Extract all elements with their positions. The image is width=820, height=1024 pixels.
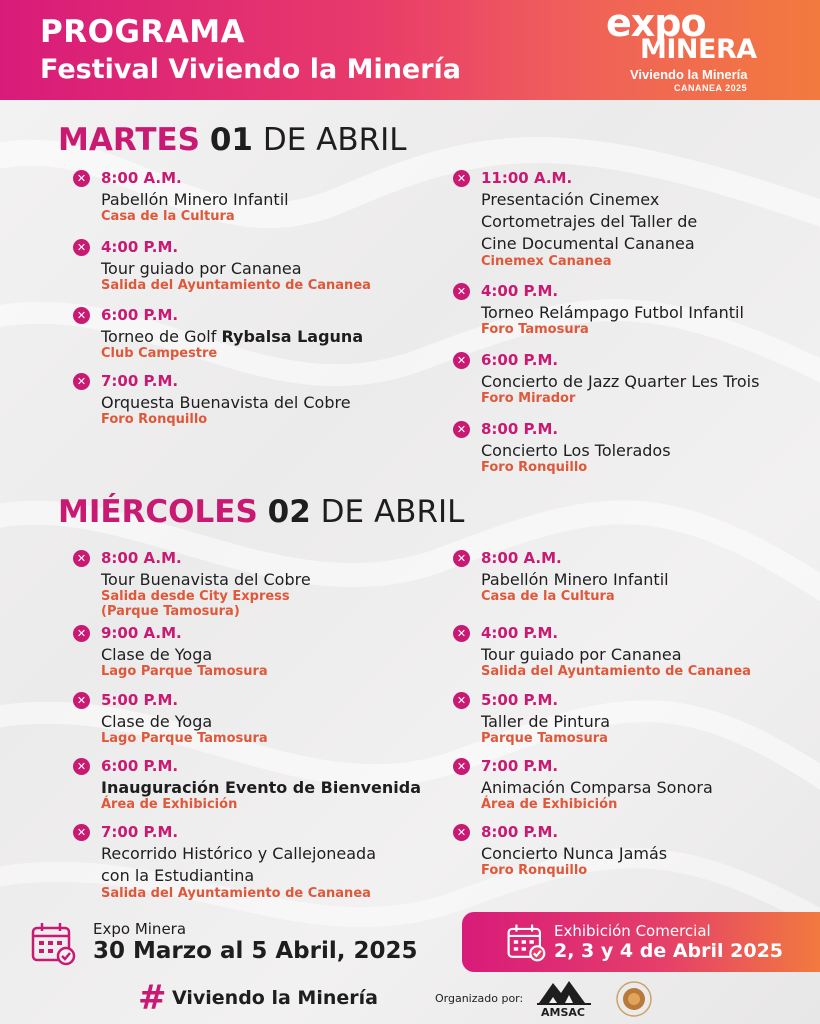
event-name-line: Cortometrajes del Taller de (481, 212, 698, 231)
event-time: 7:00 P.M. (481, 757, 559, 775)
event-time: 7:00 P.M. (101, 372, 179, 390)
day-name: MIÉRCOLES (58, 494, 258, 530)
event-time: 7:00 P.M. (101, 823, 179, 841)
event-name: Concierto Los Tolerados (481, 441, 671, 460)
event-name: Clase de Yoga (101, 645, 213, 664)
x-circle-icon: ✕ (453, 824, 470, 841)
day-heading-martes (58, 122, 407, 158)
event-item (73, 306, 413, 366)
event-item (73, 691, 413, 751)
page-title: PROGRAMA (40, 14, 246, 50)
event-place: Foro Ronquillo (481, 460, 588, 475)
event-item (73, 757, 421, 817)
event-time: 4:00 P.M. (481, 282, 559, 300)
amsac-logo (537, 975, 593, 1021)
event-name-plain: Torneo de Golf (101, 327, 222, 346)
event-place-line: Salida desde City Express (101, 589, 290, 604)
calendar-check-icon (506, 922, 546, 962)
event-place: Lago Parque Tamosura (101, 664, 268, 679)
event-place: Cinemex Cananea (481, 254, 612, 269)
event-item (453, 351, 793, 411)
event-item (453, 624, 793, 684)
event-name-line: Presentación Cinemex (481, 190, 660, 209)
event-time: 5:00 P.M. (481, 691, 559, 709)
event-place: Salida del Ayuntamiento de Cananea (101, 278, 371, 293)
event-name: Torneo Relámpago Futbol Infantil (481, 303, 744, 322)
event-time: 8:00 P.M. (481, 420, 559, 438)
event-place: Foro Ronquillo (481, 863, 588, 878)
mountain-icon (537, 975, 593, 1007)
event-place (101, 589, 421, 619)
exhibition-dates: 2, 3 y 4 de Abril 2025 (554, 940, 784, 962)
event-item (73, 238, 413, 298)
event-item (453, 282, 793, 342)
day-number: 02 (267, 494, 311, 530)
event-name: Tour guiado por Cananea (481, 645, 682, 664)
x-circle-icon: ✕ (73, 692, 90, 709)
day-number: 01 (209, 122, 253, 158)
event-name (101, 843, 421, 887)
event-item (453, 169, 793, 269)
event-place: Foro Ronquillo (101, 412, 208, 427)
event-name: Concierto Nunca Jamás (481, 844, 668, 863)
event-name (101, 326, 421, 348)
hashtag-icon: # (138, 978, 167, 1018)
x-circle-icon: ✕ (453, 758, 470, 775)
event-time: 8:00 P.M. (481, 823, 559, 841)
event-item (73, 549, 413, 619)
event-place: Área de Exhibición (481, 797, 618, 812)
event-time: 6:00 P.M. (101, 306, 179, 324)
x-circle-icon: ✕ (453, 170, 470, 187)
x-circle-icon: ✕ (73, 307, 90, 324)
event-item (73, 169, 413, 229)
event-time: 11:00 A.M. (481, 169, 573, 187)
event-name: Tour guiado por Cananea (101, 259, 302, 278)
event-place: Parque Tamosura (481, 731, 608, 746)
exhibition-label: Exhibición Comercial (554, 922, 711, 940)
x-circle-icon: ✕ (453, 352, 470, 369)
event-time: 5:00 P.M. (101, 691, 179, 709)
organized-by-label: Organizado por: (435, 992, 524, 1005)
event-time: 4:00 P.M. (101, 238, 179, 256)
event-time: 9:00 A.M. (101, 624, 182, 642)
event-name-line: con la Estudiantina (101, 866, 255, 885)
event-name: Animación Comparsa Sonora (481, 778, 713, 797)
event-place: Área de Exhibición (101, 797, 238, 812)
event-item (453, 420, 793, 480)
event-place: Casa de la Cultura (481, 589, 615, 604)
expo-label: Expo Minera (93, 920, 187, 938)
x-circle-icon: ✕ (453, 625, 470, 642)
event-time: 8:00 A.M. (101, 169, 182, 187)
event-name (481, 189, 801, 255)
event-time: 4:00 P.M. (481, 624, 559, 642)
event-item (453, 691, 793, 751)
event-place: Casa de la Cultura (101, 209, 235, 224)
x-circle-icon: ✕ (73, 625, 90, 642)
event-name: Taller de Pintura (481, 712, 611, 731)
event-place: Lago Parque Tamosura (101, 731, 268, 746)
x-circle-icon: ✕ (73, 373, 90, 390)
event-item (453, 549, 793, 609)
x-circle-icon: ✕ (73, 824, 90, 841)
event-place-line: (Parque Tamosura) (101, 604, 240, 619)
event-place: Foro Mirador (481, 391, 576, 406)
event-item (73, 624, 413, 684)
x-circle-icon: ✕ (453, 550, 470, 567)
event-name: Inauguración Evento de Bienvenida (101, 778, 421, 797)
event-time: 6:00 P.M. (101, 757, 179, 775)
logo-line-4: CANANEA 2025 (674, 83, 748, 93)
x-circle-icon: ✕ (73, 170, 90, 187)
event-name: Pabellón Minero Infantil (101, 190, 289, 209)
event-time: 6:00 P.M. (481, 351, 559, 369)
event-place: Salida del Ayuntamiento de Cananea (101, 886, 371, 901)
day-heading-miercoles (58, 494, 464, 530)
event-name: Orquesta Buenavista del Cobre (101, 393, 351, 412)
hashtag-text: Viviendo la Minería (172, 987, 378, 1009)
event-time: 8:00 A.M. (481, 549, 562, 567)
page-subtitle: Festival Viviendo la Minería (40, 54, 462, 85)
day-month: DE ABRIL (320, 494, 465, 530)
event-name: Tour Buenavista del Cobre (101, 570, 311, 589)
event-item (73, 372, 413, 432)
event-name-line: Cine Documental Cananea (481, 234, 695, 253)
x-circle-icon: ✕ (73, 758, 90, 775)
expo-dates: 30 Marzo al 5 Abril, 2025 (93, 938, 418, 964)
event-name-line: Recorrido Histórico y Callejoneada (101, 844, 376, 863)
day-month: DE ABRIL (262, 122, 407, 158)
event-place: Salida del Ayuntamiento de Cananea (481, 664, 751, 679)
event-name: Clase de Yoga (101, 712, 213, 731)
event-name-bold: Rybalsa Laguna (221, 327, 364, 346)
expo-dates-block (30, 916, 450, 976)
day-name: MARTES (58, 122, 200, 158)
x-circle-icon: ✕ (453, 283, 470, 300)
event-item (453, 757, 793, 817)
logo-line-1: expo (606, 1, 706, 45)
logo-line-2: MINERA (640, 34, 757, 65)
event-name: Concierto de Jazz Quarter Les Trois (481, 372, 760, 391)
x-circle-icon: ✕ (73, 550, 90, 567)
x-circle-icon: ✕ (73, 239, 90, 256)
calendar-check-icon (30, 920, 76, 966)
x-circle-icon: ✕ (453, 421, 470, 438)
event-item (453, 823, 793, 883)
expo-minera-logo (600, 2, 770, 98)
x-circle-icon: ✕ (453, 692, 470, 709)
organizer-seal-logo (612, 978, 656, 1018)
event-time: 8:00 A.M. (101, 549, 182, 567)
event-place: Club Campestre (101, 346, 218, 361)
header-banner (0, 0, 820, 100)
logo-line-3: Viviendo la Minería (630, 67, 748, 82)
exhibition-banner (462, 912, 820, 972)
event-item (73, 823, 413, 903)
amsac-text: AMSAC (541, 1006, 585, 1019)
event-name: Pabellón Minero Infantil (481, 570, 669, 589)
event-place: Foro Tamosura (481, 322, 589, 337)
